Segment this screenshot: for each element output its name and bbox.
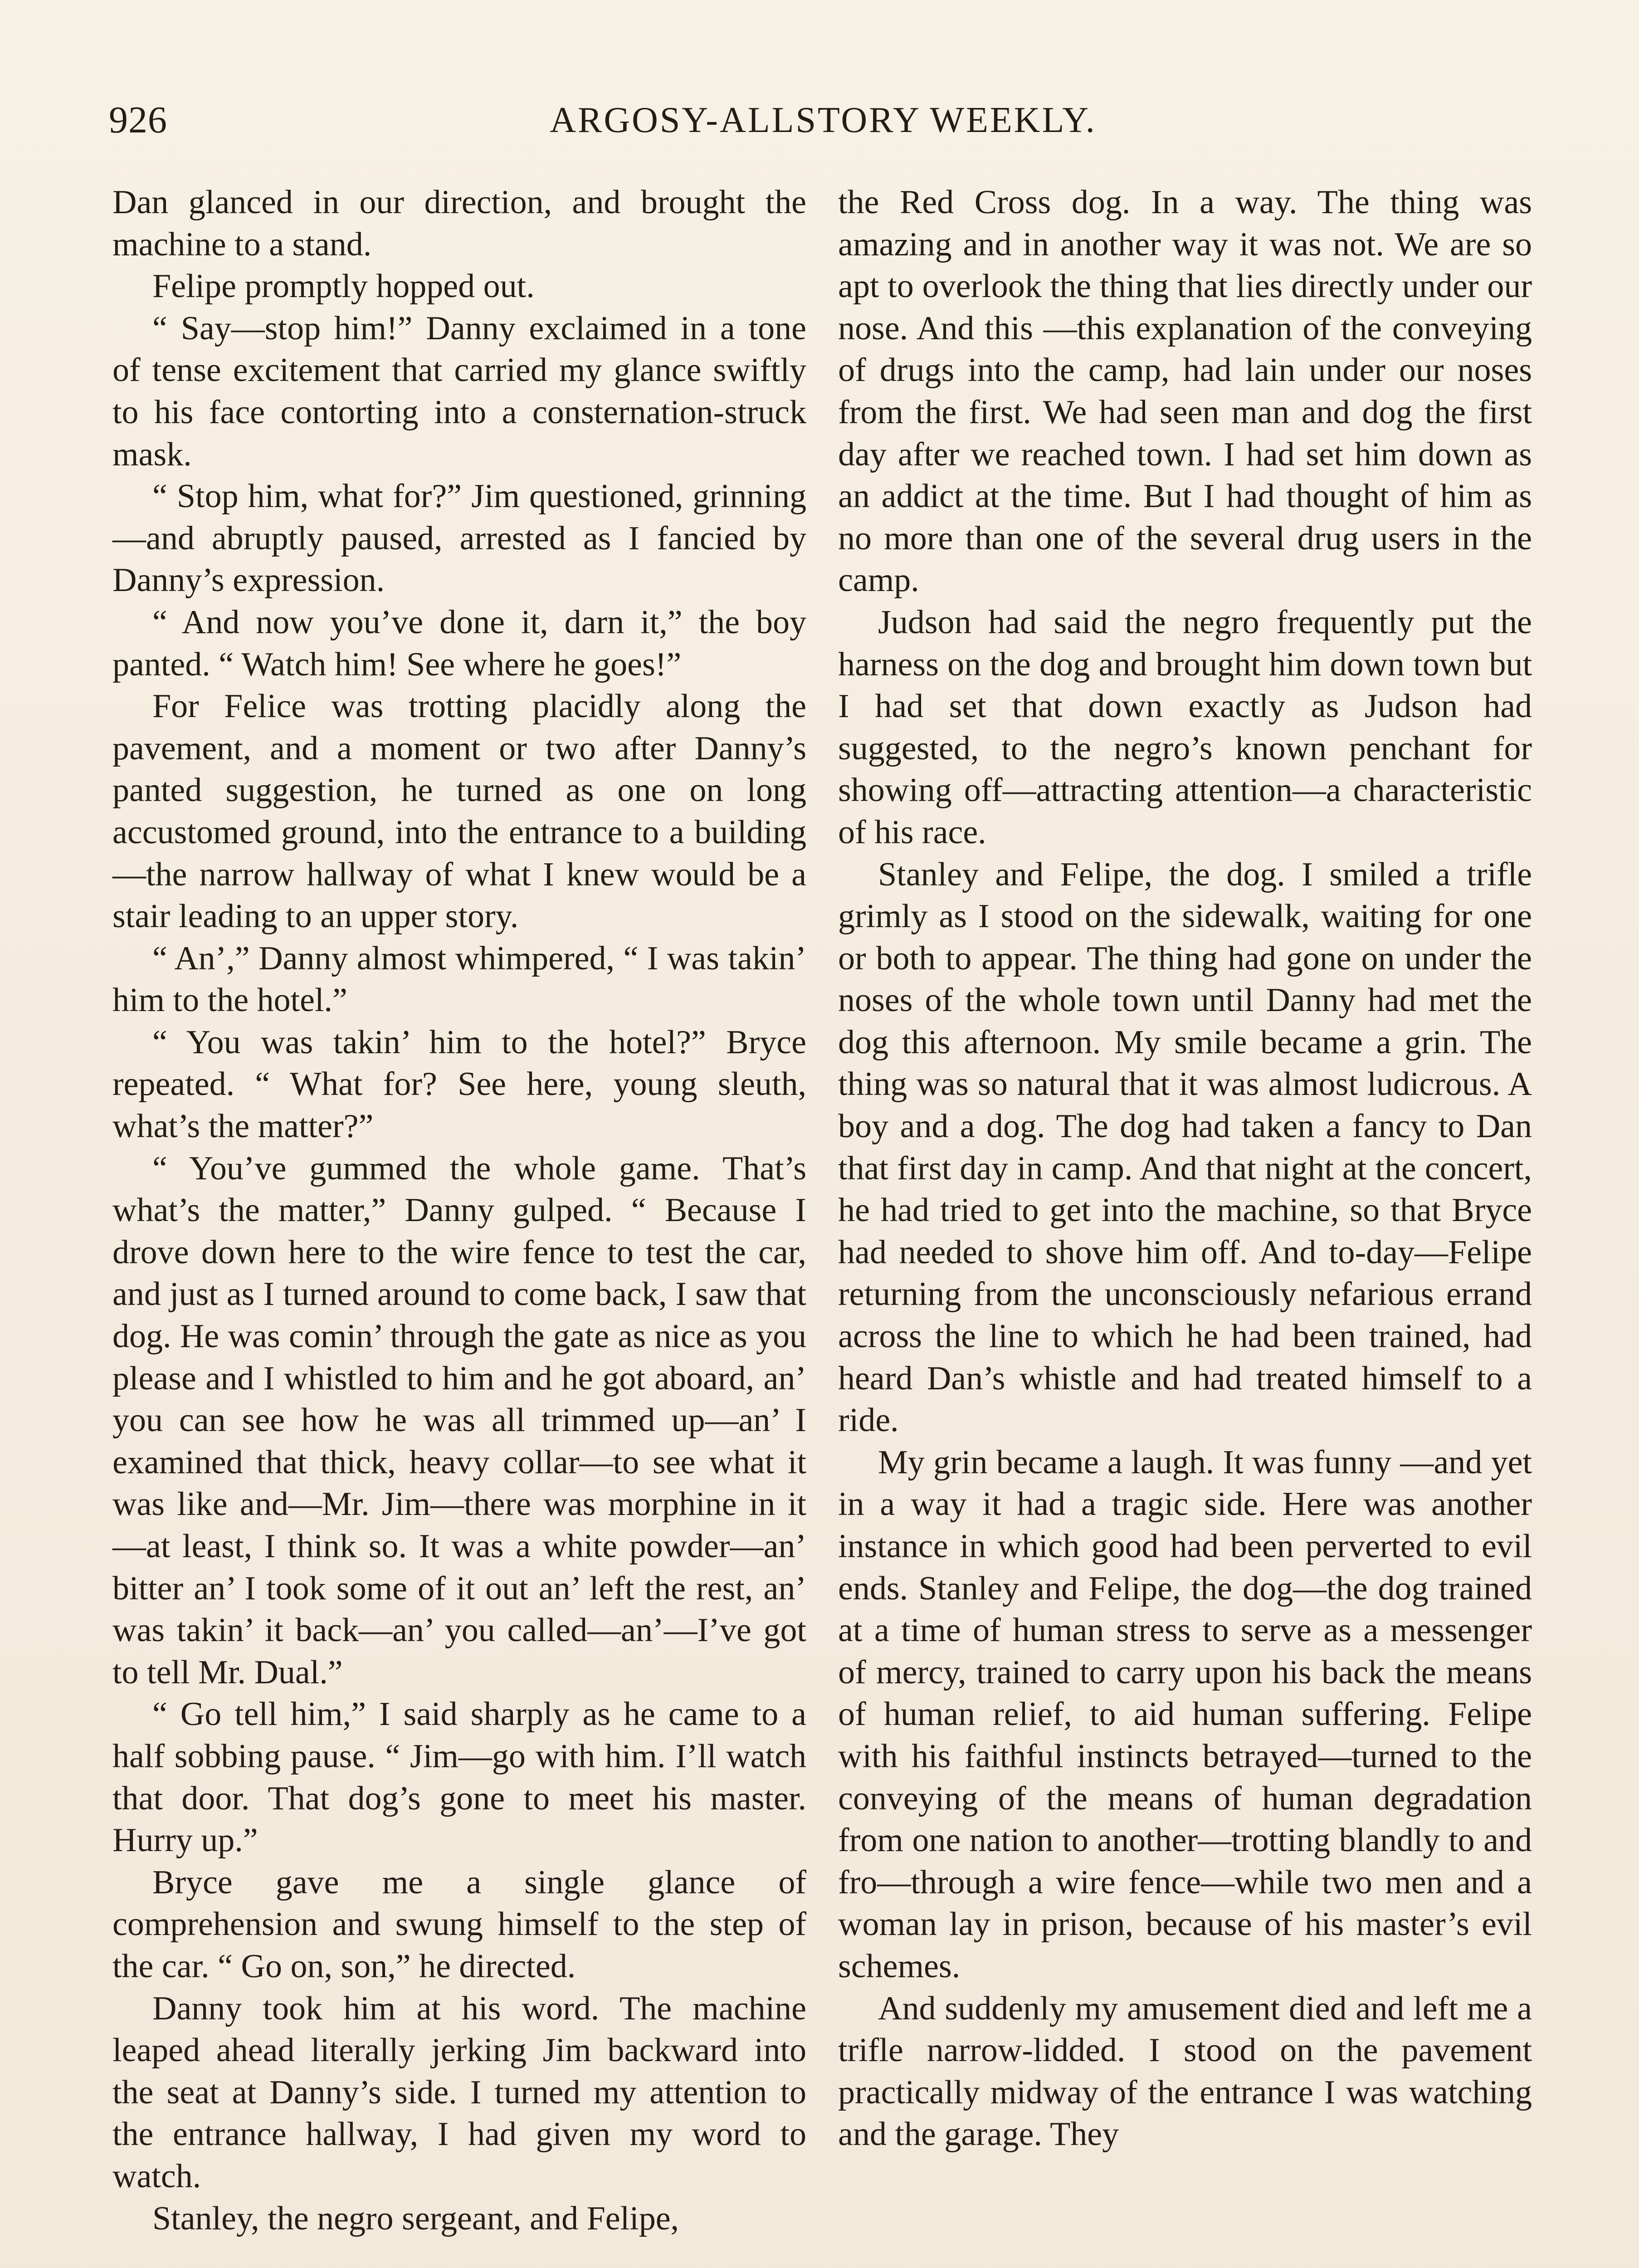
- paragraph: “ Stop him, what for?” Jim questioned, grinning—and abruptly paused, arrested as I fancied by Danny’s expression.: [112, 478, 806, 599]
- paragraph: the Red Cross dog. In a way. The thing was amazing and in another way it was not. We are so apt to overlook the thing that lies directly under our nose. And this —this explanation of the conveying of drugs into the camp, had lain under our noses from the first. We had seen man and dog the first day after we reached town. I had set him down as an addict at the time. But I had thought of him as no more than one of the several drug users in the camp.: [838, 184, 1532, 599]
- paragraph: “ And now you’ve done it, darn it,” the boy panted. “ Watch him! See where he goes!”: [112, 603, 806, 683]
- paragraph: “ Go tell him,” I said sharply as he came to a half sobbing pause. “ Jim—go with him. I’ll watch that door. That dog’s gone to meet his master. Hurry up.”: [112, 1696, 806, 1859]
- paragraph: “ You was takin’ him to the hotel?” Bryce repeated. “ What for? See here, young sleuth, what’s the matter?”: [112, 1023, 806, 1145]
- paragraph: Stanley and Felipe, the dog. I smiled a trifle grimly as I stood on the sidewalk, waiting for one or both to appear. The thing had gone on under the noses of the whole town until Danny had met the dog this afternoon. My smile became a grin. The thing was so natural that it was almost ludicrous. A boy and a dog. The dog had taken a fancy to Dan that first day in camp. And that night at the concert, he had tried to get into the machine, so that Bryce had needed to shove him off. And to-day—Felipe returning from the unconsciously nefarious errand across the line to which he had been trained, had heard Dan’s whistle and had treated himself to a ride.: [838, 855, 1532, 1439]
- paragraph: Danny took him at his word. The machine leaped ahead literally jerking Jim backward into the seat at Danny’s side. I turned my attention to the entrance hallway, I had given my word to watch.: [112, 1989, 806, 2195]
- paragraph: Dan glanced in our direction, and brought the machine to a stand.: [112, 184, 806, 263]
- paragraph: Judson had said the negro frequently put the harness on the dog and brought him down town but I had set that down exactly as Judson had suggested, to the negro’s known penchant for showing off—attracting attention—a characteristic of his race.: [838, 603, 1532, 851]
- left-column: [112, 181, 806, 2239]
- paragraph: Felipe promptly hopped out.: [152, 268, 535, 305]
- running-title: ARGOSY-ALLSTORY WEEKLY.: [550, 100, 1097, 140]
- right-column: [838, 181, 1532, 2156]
- paragraph: “ Say—stop him!” Danny exclaimed in a tone of tense excitement that carried my glance swiftly to his face contorting into a consternation-struck mask.: [112, 309, 806, 473]
- paragraph: Bryce gave me a single glance of comprehension and swung himself to the step of the car. “ Go on, son,” he directed.: [112, 1863, 806, 1985]
- paragraph: Stanley, the negro sergeant, and Felipe,: [152, 2200, 679, 2237]
- paragraph: My grin became a laugh. It was funny —and yet in a way it had a tragic side. Here was another instance in which good had been perverted to evil ends. Stanley and Felipe, the dog—the dog trained at a time of human stress to serve as a messenger of mercy, trained to carry upon his back the means of human relief, to aid human suffering. Felipe with his faithful instincts betrayed—turned to the conveying of the means of human degradation from one nation to another—trotting blandly to and fro—through a wire fence—while two men and a woman lay in prison, because of his master’s evil schemes.: [838, 1443, 1532, 1985]
- page-header: [109, 95, 1537, 150]
- paragraph: “ You’ve gummed the whole game. That’s what’s the matter,” Danny gulped. “ Because I drove down here to the wire fence to test the car, and just as I turned around to come back, I saw that dog. He was comin’ through the gate as nice as you please and I whistled to him and he got aboard, an’ you can see how he was all trimmed up—an’ I examined that thick, heavy collar—to see what it was like and—Mr. Jim—there was morphine in it—at least, I think so. It was a white powder—an’ bitter an’ I took some of it out an’ left the rest, an’ was takin’ it back—an’ you called—an’—I’ve got to tell Mr. Dual.”: [112, 1149, 806, 1691]
- page-number: 926: [109, 99, 167, 141]
- paragraph: For Felice was trotting placidly along the pavement, and a moment or two after Danny’s panted suggestion, he turned as one on long accustomed ground, into the entrance to a building—the narrow hallway of what I knew would be a stair leading to an upper story.: [112, 688, 806, 935]
- paragraph: “ An’,” Danny almost whimpered, “ I was takin’ him to the hotel.”: [112, 939, 806, 1019]
- paragraph: And suddenly my amusement died and left me a trifle narrow-lidded. I stood on the pavement practically midway of the entrance I was watching and the garage. They: [838, 1989, 1532, 2153]
